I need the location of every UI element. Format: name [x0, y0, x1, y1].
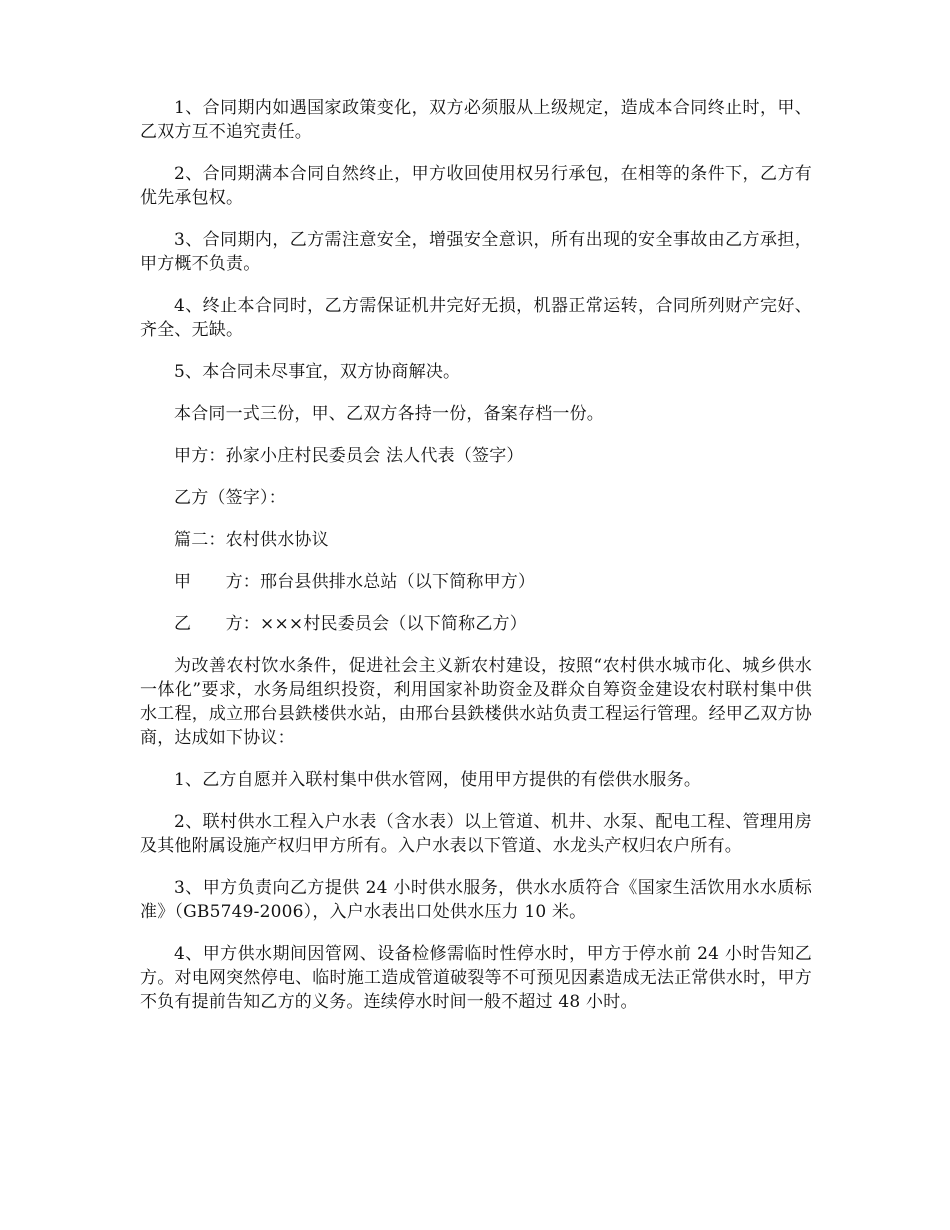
party-a-signature: 甲方：孙家小庄村民委员会 法人代表（签字） [174, 446, 524, 466]
party-b-signature: 乙方（签字）： [174, 488, 286, 508]
preamble: 为改善农村饮水条件，促进社会主义新农村建设，按照“农村供水城市化、城乡供水一体化”要求，水务局组织投资，利用国家补助资金及群众自筹资金建设农村联村集中供水工程，成立邢台县鉄楼供水站，由邢台县鉄楼供水站负责工程运行管理。经甲乙双方协商，达成如下协议： [140, 656, 812, 748]
clause-4: 4、终止本合同时，乙方需保证机井完好无损，机器正常运转，合同所列财产完好、齐全、无缺。 [140, 296, 812, 340]
agreement-clause-2: 2、联村供水工程入户水表（含水表）以上管道、机井、水泵、配电工程、管理用房及其他附属设施产权归甲方所有。入户水表以下管道、水龙头产权归农户所有。 [140, 812, 812, 856]
clause-1: 1、合同期内如遇国家政策变化，双方必须服从上级规定，造成本合同终止时，甲、乙双方互不追究责任。 [140, 98, 812, 142]
clause-5: 5、本合同未尽事宜，双方协商解决。 [174, 362, 461, 382]
party-b-line: 乙 方：×××村民委员会（以下简称乙方） [174, 614, 527, 634]
agreement-clause-3: 3、甲方负责向乙方提供 24 小时供水服务，供水水质符合《国家生活饮用水水质标准》（GB5749-2006），入户水表出口处供水压力 10 米。 [140, 878, 812, 922]
agreement-clause-1: 1、乙方自愿并入联村集中供水管网，使用甲方提供的有偿供水服务。 [174, 770, 702, 790]
agreement-clause-4: 4、甲方供水期间因管网、设备检修需临时性停水时，甲方于停水前 24 小时告知乙方。对电网突然停电、临时施工造成管道破裂等不可预见因素造成无法正常供水时，甲方不负有提前告知乙方的义务。连续停水时间一般不超过 48 小时。 [140, 944, 812, 1012]
section-title: 篇二：农村供水协议 [174, 530, 329, 550]
copies-statement: 本合同一式三份，甲、乙双方各持一份，备案存档一份。 [174, 404, 604, 424]
clause-2: 2、合同期满本合同自然终止，甲方收回使用权另行承包，在相等的条件下，乙方有优先承包权。 [140, 164, 812, 208]
party-a-line: 甲 方：邢台县供排水总站（以下简称甲方） [174, 572, 536, 592]
clause-3: 3、合同期内，乙方需注意安全，增强安全意识，所有出现的安全事故由乙方承担，甲方概不负责。 [140, 230, 812, 274]
document-body [140, 96, 812, 1032]
